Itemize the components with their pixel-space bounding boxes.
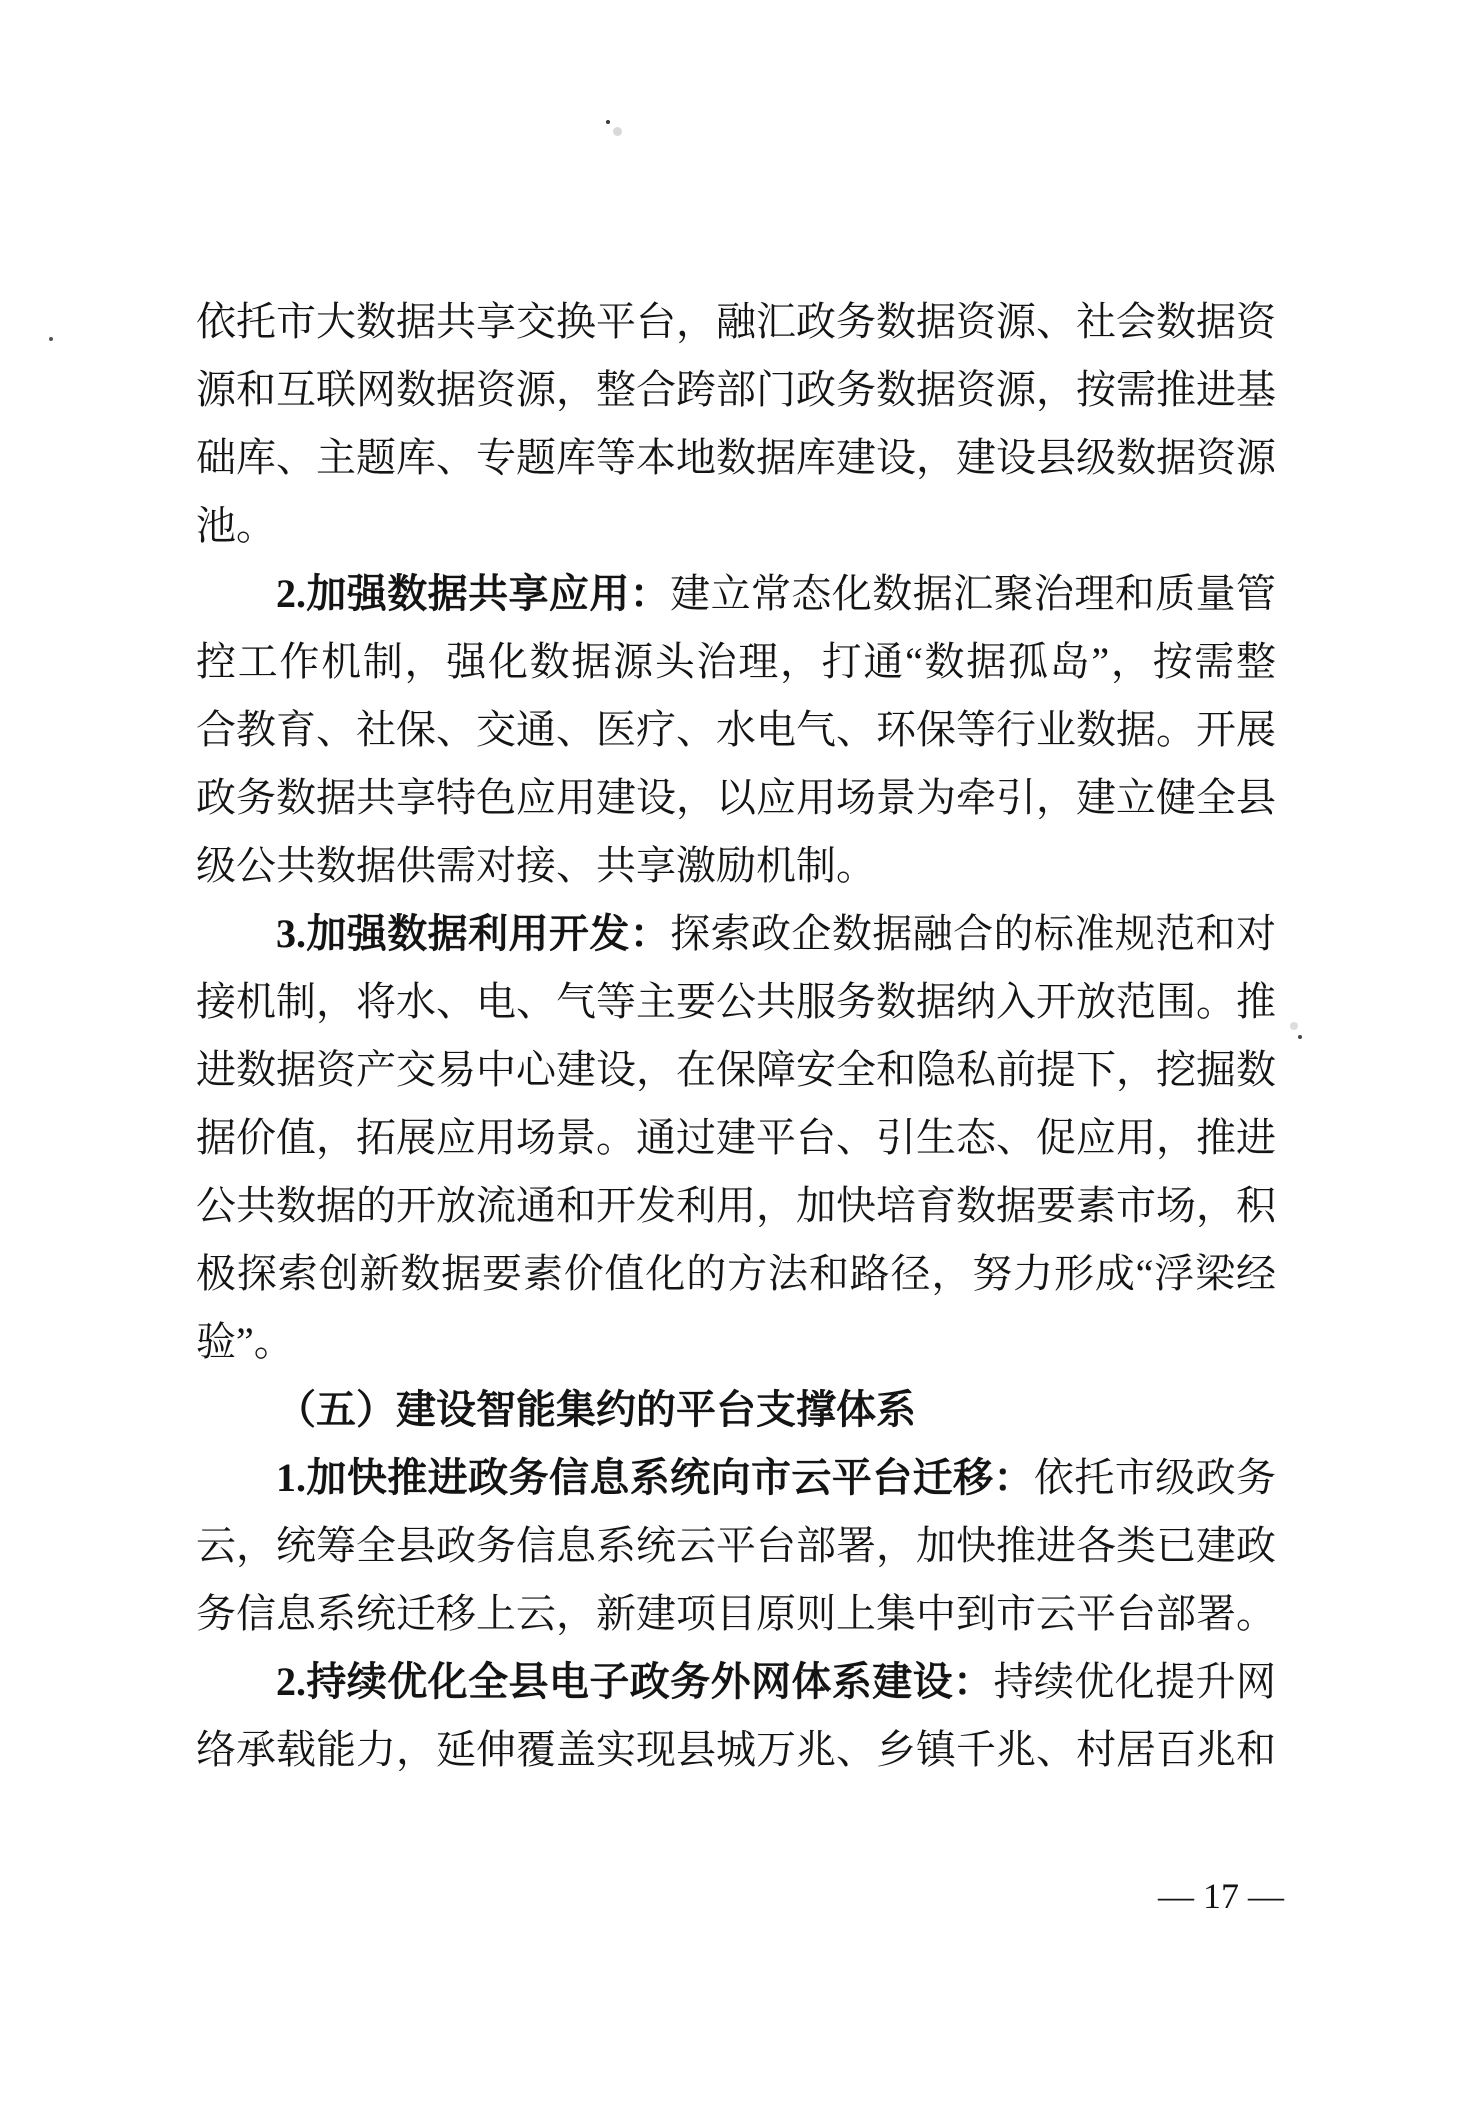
text-segment: 建立常态化数据汇聚治理和质量管 [670,571,1277,616]
text-line [196,492,1276,560]
text-line [196,560,1276,628]
text-segment: 络承载能力，延伸覆盖实现县城万兆、乡镇千兆、村居百兆和 [196,1727,1276,1772]
text-line [196,288,1276,356]
text-line [196,1648,1276,1716]
text-segment: 池。 [196,503,276,548]
text-line [196,1716,1276,1784]
text-segment: 进数据资产交易中心建设，在保障安全和隐私前提下，挖掘数 [196,1047,1276,1092]
scan-speck [613,127,622,136]
text-line [196,1172,1276,1240]
text-line [196,1512,1276,1580]
text-block [196,288,1276,1784]
bold-text-segment: （五）建设智能集约的平台支撑体系 [276,1387,916,1432]
text-line [196,356,1276,424]
text-segment: 极探索创新数据要素价值化的方法和路径，努力形成“浮梁经 [196,1251,1276,1296]
text-line [196,1580,1276,1648]
text-segment: 云，统筹全县政务信息系统云平台部署，加快推进各类已建政 [196,1523,1276,1568]
text-line [196,628,1276,696]
text-line [196,1240,1276,1308]
text-segment: 探索政企数据融合的标准规范和对 [670,911,1277,956]
bold-text-segment: 3.加强数据利用开发： [276,911,671,956]
text-segment: 务信息系统迁移上云，新建项目原则上集中到市云平台部署。 [196,1591,1276,1636]
text-segment: 依托市大数据共享交换平台，融汇政务数据资源、社会数据资 [196,299,1276,344]
text-line [196,1444,1276,1512]
text-segment: 础库、主题库、专题库等本地数据库建设，建设县级数据资源 [196,435,1276,480]
scan-speck [49,337,53,341]
text-segment: 依托市级政务 [1033,1455,1277,1500]
bold-text-segment: 2.加强数据共享应用： [276,571,671,616]
text-line [196,900,1276,968]
text-segment: 政务数据共享特色应用建设，以应用场景为牵引，建立健全县 [196,775,1276,820]
text-line [196,1036,1276,1104]
text-segment: 据价值，拓展应用场景。通过建平台、引生态、促应用，推进 [196,1115,1276,1160]
text-line [196,764,1276,832]
text-segment: 源和互联网数据资源，整合跨部门政务数据资源，按需推进基 [196,367,1276,412]
text-segment: 控工作机制，强化数据源头治理，打通“数据孤岛”，按需整 [196,639,1276,684]
text-segment: 级公共数据供需对接、共享激励机制。 [196,843,876,888]
page-number: — 17 — [1158,1876,1284,1916]
text-line [196,832,1276,900]
text-segment: 验”。 [196,1319,294,1364]
scan-speck [606,120,610,124]
scan-speck [1290,1022,1298,1030]
text-line [196,696,1276,764]
bold-text-segment: 2.持续优化全县电子政务外网体系建设： [276,1659,994,1704]
text-segment: 公共数据的开放流通和开发利用，加快培育数据要素市场，积 [196,1183,1276,1228]
text-line [196,1308,1276,1376]
text-line [196,1104,1276,1172]
scan-speck [1298,1035,1302,1039]
text-line [196,968,1276,1036]
text-segment: 持续优化提升网 [993,1659,1276,1704]
text-line [196,424,1276,492]
text-segment: 接机制，将水、电、气等主要公共服务数据纳入开放范围。推 [196,979,1276,1024]
text-line [196,1376,1276,1444]
bold-text-segment: 1.加快推进政务信息系统向市云平台迁移： [276,1455,1034,1500]
text-segment: 合教育、社保、交通、医疗、水电气、环保等行业数据。开展 [196,707,1276,752]
